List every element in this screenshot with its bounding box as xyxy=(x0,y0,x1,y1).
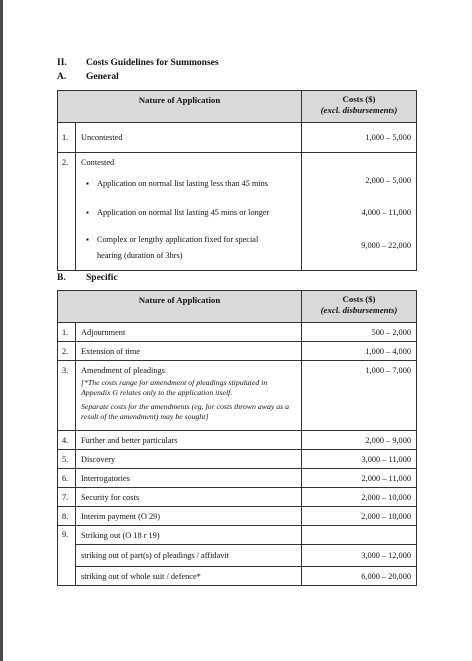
contested-label: Contested xyxy=(81,158,115,167)
table-row xyxy=(58,507,417,526)
table-row xyxy=(58,567,417,586)
table-row xyxy=(58,342,417,361)
row-number: 4. xyxy=(58,431,76,450)
contested-amount: 2,000 – 5,000 xyxy=(365,176,411,185)
row-number: 2. xyxy=(58,342,76,361)
header-nature: Nature of Application xyxy=(58,291,302,323)
row-description: Interrogatories xyxy=(76,469,302,488)
row-number: 1. xyxy=(58,123,76,153)
section-number: II. xyxy=(57,58,67,68)
contested-item xyxy=(81,234,301,245)
row-amount: 500 – 2,000 xyxy=(302,323,417,342)
table-row xyxy=(58,431,417,450)
row-amount: 2,000 – 9,000 xyxy=(302,431,417,450)
header-costs-note: (excl. disbursements) xyxy=(320,305,398,315)
row-description: Further and better particulars xyxy=(76,431,302,450)
row-number: 7. xyxy=(58,488,76,507)
row-number: 8. xyxy=(58,507,76,526)
header-costs-label: Costs ($) xyxy=(342,294,376,304)
row-number: 2. xyxy=(58,153,76,271)
row-amount: 2,000 – 10,000 xyxy=(302,488,417,507)
part-b-title: Specific xyxy=(86,273,118,283)
row-amount: 2,000 – 11,000 xyxy=(302,469,417,488)
table-header-row xyxy=(58,91,417,123)
contested-amount: 4,000 – 11,000 xyxy=(361,208,411,217)
header-costs xyxy=(302,291,417,323)
page-edge xyxy=(0,0,3,661)
amendment-note-1: [*The costs range for amendment of pleadings stipulated in Appendix G relates only to the application itself. xyxy=(81,378,268,397)
row-number: 3. xyxy=(58,361,76,431)
header-nature: Nature of Application xyxy=(58,91,302,123)
contested-item-line-1: Complex or lengthy application fixed for special xyxy=(97,235,259,244)
general-costs-table xyxy=(57,90,417,271)
table-row xyxy=(58,123,417,153)
specific-costs-table xyxy=(57,290,417,586)
row-number: 9. xyxy=(58,526,76,586)
contested-item-line-2: hearing (duration of 3hrs) xyxy=(97,251,183,260)
contested-item: ▪ Application on normal list lasting less than 45 mins xyxy=(81,178,301,189)
row-amount: 1,000 – 4,000 xyxy=(302,342,417,361)
contested-amount: 9,000 – 22,000 xyxy=(361,241,411,250)
row-description: Discovery xyxy=(76,450,302,469)
table-row xyxy=(58,450,417,469)
part-a-title: General xyxy=(86,72,119,82)
row-amount: 1,000 – 5,000 xyxy=(302,123,417,153)
row-number: 6. xyxy=(58,469,76,488)
header-costs-label: Costs ($) xyxy=(342,94,376,104)
row-amount: 3,000 – 11,000 xyxy=(302,450,417,469)
table-row xyxy=(58,526,417,545)
row-description: striking out of whole suit / defence* xyxy=(76,567,302,586)
row-description: Striking out (O 18 r 19) xyxy=(76,526,302,545)
table-row xyxy=(58,323,417,342)
row-description: striking out of part(s) of pleadings / affidavit xyxy=(76,545,302,567)
row-amount xyxy=(302,526,417,545)
amendment-note-2: Separate costs for the amendments (eg, for costs thrown away as a result of the amendment) may be sought] xyxy=(81,402,290,421)
header-costs xyxy=(302,91,417,123)
section-title: Costs Guidelines for Summonses xyxy=(86,58,219,68)
row-amount: 3,000 – 12,000 xyxy=(302,545,417,567)
table-row xyxy=(58,361,417,431)
row-number: 5. xyxy=(58,450,76,469)
row-description: Uncontested xyxy=(76,123,302,153)
row-description: Security for costs xyxy=(76,488,302,507)
table-row xyxy=(58,488,417,507)
row-description: Adjournment xyxy=(76,323,302,342)
header-costs-note: (excl. disbursements) xyxy=(320,105,398,115)
part-a-letter: A. xyxy=(57,72,67,82)
row-number: 1. xyxy=(58,323,76,342)
part-b-letter: B. xyxy=(57,273,66,283)
amendment-label: Amendment of pleadings xyxy=(81,366,165,375)
table-row xyxy=(58,469,417,488)
contested-item: ▪ Application on normal list lasting 45 mins or longer xyxy=(81,207,301,218)
row-description: Extension of time xyxy=(76,342,302,361)
row-amounts xyxy=(302,153,417,271)
row-amount: 6,000 – 20,000 xyxy=(302,567,417,586)
table-header-row xyxy=(58,291,417,323)
table-row xyxy=(58,545,417,567)
table-row xyxy=(58,153,417,271)
row-amount: 2,000 – 10,000 xyxy=(302,507,417,526)
row-description xyxy=(76,153,302,271)
row-amount: 1,000 – 7,000 xyxy=(302,361,417,431)
row-description xyxy=(76,361,302,431)
row-description: Interim payment (O 29) xyxy=(76,507,302,526)
